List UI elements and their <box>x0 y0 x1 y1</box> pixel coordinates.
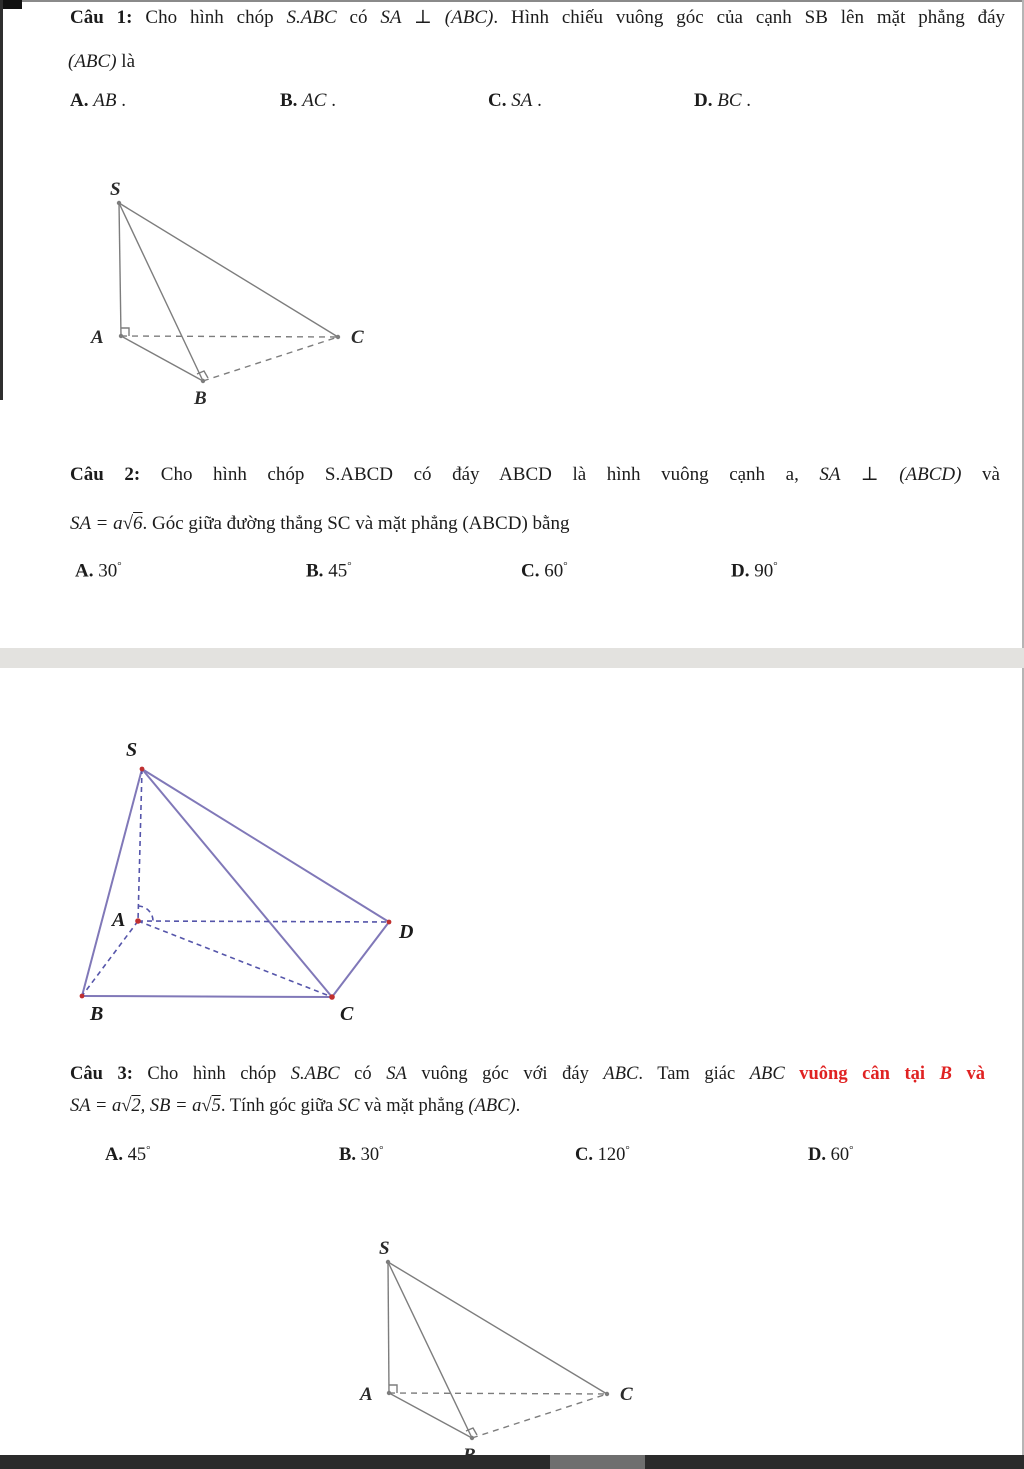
angle-arc-a <box>138 906 153 921</box>
q1-option-b-suffix: . <box>326 90 336 111</box>
fig3-labels <box>359 1238 633 1466</box>
q2-option-b-letter: B. <box>306 560 324 582</box>
q2-option-b-deg: ° <box>347 560 352 572</box>
q1-option-b-value: AC <box>302 90 327 111</box>
q2-seg2: và <box>961 464 1000 485</box>
q2-text-line2 <box>70 512 569 536</box>
q3-math6: SC <box>337 1096 360 1116</box>
q2-option-a <box>75 560 122 582</box>
q3-option-c <box>575 1144 630 1166</box>
q3-seg7: . <box>515 1096 521 1116</box>
q2-option-d-letter: D. <box>731 560 750 582</box>
q2-option-d-deg: ° <box>773 560 778 572</box>
q3-math2: SA <box>386 1064 407 1084</box>
q3-math3: ABC <box>603 1064 639 1084</box>
q2-seg1: Cho hình chóp S.ABCD có đáy ABCD là hình vuông cạnh a, <box>140 464 820 485</box>
q3-seg5: . Tính góc giữa <box>220 1096 338 1116</box>
q3-text-line1 <box>70 1063 985 1086</box>
fig2-label-c: C <box>340 1003 354 1025</box>
q2-math2a: SA = a√ <box>70 513 134 534</box>
fig3-label-c: C <box>620 1384 633 1405</box>
q3-option-c-deg: ° <box>625 1144 630 1156</box>
q2-option-b-value: 45 <box>328 560 348 582</box>
fig3-solid-edges <box>388 1262 607 1438</box>
q1-seg3: . Hình chiếu vuông góc của cạnh SB lên mặt phẳng đáy <box>493 7 1006 28</box>
q1-option-c <box>488 90 542 112</box>
fig1-labels <box>90 179 364 409</box>
figure-pyramid-sabc-2 <box>320 1230 660 1469</box>
fig1-label-b: B <box>194 388 207 409</box>
q1-option-d-value: BC <box>717 90 742 111</box>
q3-option-a-value: 45 <box>127 1145 147 1166</box>
fig2-label-d: D <box>399 921 414 943</box>
q2-seg3: . Góc giữa đường thẳng SC và mặt phẳng (ABCD) bằng <box>142 513 570 534</box>
q3-red1: vuông cân tại <box>784 1064 940 1084</box>
q1-options <box>0 90 1024 116</box>
figure-pyramid-sabc-1 <box>60 150 480 430</box>
q1-option-b <box>280 90 336 112</box>
q3-option-a-deg: ° <box>146 1144 151 1156</box>
section-divider-bar <box>0 648 1024 668</box>
q1-option-c-letter: C. <box>488 90 507 111</box>
q3-option-d-value: 60 <box>830 1145 850 1166</box>
q1-line2-rest: là <box>116 51 136 72</box>
q1-seg2: có <box>336 7 381 28</box>
q1-option-a-letter: A. <box>70 90 89 111</box>
q1-line2-math: (ABC) <box>68 51 117 72</box>
q3-math7: (ABC) <box>468 1096 516 1116</box>
q2-options <box>0 560 1024 586</box>
q3-text-line2 <box>70 1095 520 1118</box>
fig1-label-c: C <box>351 327 364 348</box>
fig2-label-a: A <box>112 909 126 931</box>
scan-bottom-bar <box>0 1455 1024 1469</box>
fig1-label-s: S <box>110 179 121 200</box>
q1-option-d-letter: D. <box>694 90 713 111</box>
q3-math4: ABC <box>749 1064 785 1084</box>
fig2-vertex-dots <box>80 767 392 1000</box>
q3-option-b-deg: ° <box>379 1144 384 1156</box>
fig3-dashed-edges <box>389 1393 607 1438</box>
q1-option-c-suffix: . <box>532 90 542 111</box>
fig2-dashed-edges <box>82 769 389 997</box>
q3-option-a <box>105 1144 151 1166</box>
q2-option-c-deg: ° <box>563 560 568 572</box>
q3-seg2: có <box>339 1064 387 1084</box>
q1-math1: S.ABC <box>286 7 337 28</box>
q3-math1: S.ABC <box>290 1064 340 1084</box>
q3-option-b-value: 30 <box>360 1145 380 1166</box>
scan-left-edge-line <box>0 0 3 400</box>
q2-math1: SA ⊥ (ABCD) <box>819 464 962 485</box>
q3-option-d-deg: ° <box>849 1144 854 1156</box>
q1-math2: SA ⊥ (ABC) <box>380 7 494 28</box>
q1-option-d-suffix: . <box>741 90 752 111</box>
q2-option-c-value: 60 <box>544 560 564 582</box>
fig3-label-a: A <box>360 1384 373 1405</box>
q1-option-a <box>70 90 126 112</box>
q1-text-line2 <box>68 50 135 74</box>
figure-pyramid-sabcd <box>50 720 500 1050</box>
scan-bottom-bar-light-segment <box>550 1455 645 1469</box>
q3-red-math: B <box>939 1064 952 1084</box>
q3-label: Câu 3: <box>70 1064 133 1084</box>
q3-seg4: . Tam giác <box>638 1064 750 1084</box>
q3-option-d-letter: D. <box>808 1145 826 1166</box>
q1-option-a-value: AB <box>93 90 117 111</box>
q1-seg1: Cho hình chóp <box>132 7 287 28</box>
fig1-dashed-edges <box>121 336 338 381</box>
q2-option-a-value: 30 <box>98 560 118 582</box>
q1-option-d <box>694 90 751 112</box>
q3-option-c-letter: C. <box>575 1145 593 1166</box>
q2-math2b: 6 <box>133 513 143 534</box>
q1-label: Câu 1: <box>70 7 133 28</box>
q3-math5a: SA = a√ <box>70 1096 132 1116</box>
fig1-vertex-dots <box>117 201 340 383</box>
q3-option-c-value: 120 <box>597 1145 626 1166</box>
q2-option-a-deg: ° <box>117 560 122 572</box>
q2-option-c <box>521 560 568 582</box>
q3-math5d: 5 <box>211 1096 221 1116</box>
q2-option-d-value: 90 <box>754 560 774 582</box>
q3-option-d <box>808 1144 854 1166</box>
q2-option-d <box>731 560 778 582</box>
q2-option-b <box>306 560 352 582</box>
fig2-solid-edges <box>82 769 389 997</box>
fig2-label-s: S <box>126 739 138 761</box>
fig1-solid-edges <box>119 203 338 381</box>
fig3-label-s: S <box>379 1238 390 1259</box>
fig3-vertex-dots <box>386 1260 609 1440</box>
fig2-label-b: B <box>90 1003 104 1025</box>
scan-corner-mark <box>0 0 22 9</box>
q1-option-a-suffix: . <box>116 90 126 111</box>
q2-option-a-letter: A. <box>75 560 94 582</box>
q3-option-b-letter: B. <box>339 1145 356 1166</box>
q2-text-line1 <box>70 463 1000 487</box>
q3-math5c: , SB = a√ <box>140 1096 212 1116</box>
q1-text-line1 <box>70 6 1005 30</box>
q3-red2: và <box>951 1064 985 1084</box>
q3-seg6: và mặt phẳng <box>359 1096 469 1116</box>
fig1-label-a: A <box>91 327 104 348</box>
scan-top-edge-line <box>0 0 1024 2</box>
q3-option-b <box>339 1144 384 1166</box>
q3-seg1: Cho hình chóp <box>132 1064 291 1084</box>
q3-options <box>0 1144 1024 1170</box>
q1-option-b-letter: B. <box>280 90 298 111</box>
q3-seg3: vuông góc với đáy <box>406 1064 604 1084</box>
q3-option-a-letter: A. <box>105 1145 123 1166</box>
q2-option-c-letter: C. <box>521 560 540 582</box>
q1-option-c-value: SA <box>511 90 533 111</box>
q3-math5b: 2 <box>131 1096 141 1116</box>
q2-label: Câu 2: <box>70 464 141 485</box>
